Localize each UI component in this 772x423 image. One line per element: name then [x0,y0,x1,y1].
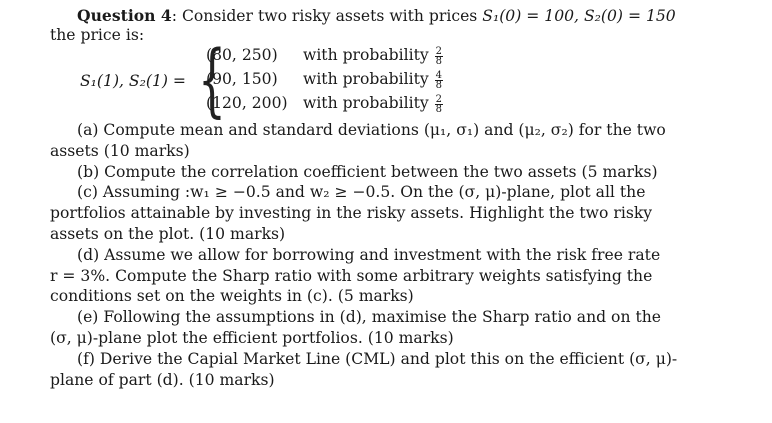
part-f-line-2: plane of part (d). (10 marks) [50,371,275,389]
case-prob-label: with probability [302,70,429,88]
case-row-3 [206,94,443,118]
case-fraction [435,71,443,90]
case-fraction [435,95,443,114]
case-pair: (120, 200) [206,94,288,112]
fraction-denominator: 8 [435,103,443,115]
price-distribution-equation [80,33,680,126]
part-c-line-1: (c) Assuming :w₁ ≥ −0.5 and w₂ ≥ −0.5. On the (σ, μ)-plane, plot all the [77,183,646,201]
part-e-line-2: (σ, μ)-plane plot the efficient portfolios. (10 marks) [50,329,454,347]
fraction-numerator: 2 [435,45,443,57]
part-d-line-3: conditions set on the weights in (c). (5 marks) [50,287,414,305]
case-row-1 [206,46,443,70]
part-a-line-2: assets (10 marks) [50,142,190,160]
part-d-line-2: r = 3%. Compute the Sharp ratio with some arbitrary weights satisfying the [50,267,653,285]
question-heading: Question 4 [77,6,172,25]
part-b-line-1: (b) Compute the correlation coefficient between the two assets (5 marks) [77,163,658,181]
part-c-line-2: portfolios attainable by investing in the risky assets. Highlight the two risky [50,204,653,222]
case-prob-label: with probability [302,46,429,64]
fraction-denominator: 8 [435,79,443,91]
part-e-line-1: (e) Following the assumptions in (d), maximise the Sharp ratio and on the [77,308,661,326]
part-d-line-1: (d) Assume we allow for borrowing and investment with the risk free rate [77,246,661,264]
fraction-numerator: 4 [435,69,443,81]
part-c-line-3: assets on the plot. (10 marks) [50,225,286,243]
equation-lhs: S₁(1), S₂(1) = [80,72,186,90]
left-brace: { [198,33,226,126]
fraction-denominator: 8 [435,55,443,67]
case-fraction [435,47,443,66]
case-prob-label: with probability [302,94,429,112]
question-intro-text: : Consider two risky assets with prices [171,7,483,25]
fraction-numerator: 2 [435,93,443,105]
question-intro-line [77,6,676,26]
initial-prices: S₁(0) = 100, S₂(0) = 150 [482,7,676,25]
case-row-2 [206,70,443,94]
case-pair: (80, 250) [206,46,278,64]
part-a-line-1: (a) Compute mean and standard deviations (μ₁, σ₁) and (μ₂, σ₂) for the two [77,121,666,139]
case-pair: (90, 150) [206,70,278,88]
question-intro-continuation: the price is: [50,26,145,44]
part-f-line-1: (f) Derive the Capial Market Line (CML) and plot this on the efficient (σ, μ)- [77,350,678,368]
